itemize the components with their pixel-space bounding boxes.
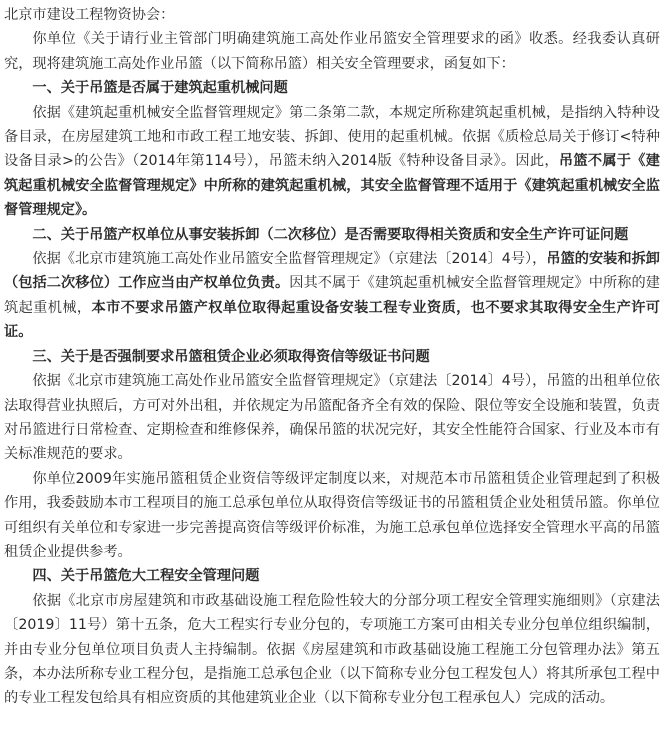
section-3-paragraph-2: 你单位2009年实施吊篮租赁企业资信等级评定制度以来，对规范本市吊篮租赁企业管理起到了积极作用，我委鼓励本市工程项目的施工总承包单位从取得资信等级证书的吊篮租赁企业处租赁吊篮。你单位可组织有关单位和专家进一步完善提高资信等级评价标准，为施工总承包单位选择安全管理水平高的吊篮租赁企业提供参考。 [4,470,660,560]
section-1-heading: 一、关于吊篮是否属于建筑起重机械问题 [32,80,288,97]
section-1-paragraph [4,101,660,223]
section-4-heading: 四、关于吊篮危大工程安全管理问题 [32,568,260,585]
section-2-text-a: 依据《北京市建筑施工高处作业吊篮安全监督管理规定》（京建法〔2014〕4号）， [32,251,547,268]
section-1-text: 依据《建筑起重机械安全监督管理规定》第二条第二款，本规定所称建筑起重机械，是指纳入特种设备目录，在房屋建筑工地和市政工程工地安装、拆卸、使用的起重机械。依据《质检总局关于修订<特种设备目录>的公告》（2014年第114号），吊篮未纳入2014版《特种设备目录》。因此， [4,104,660,170]
section-1-bold-conclusion: 吊篮不属于《建筑起重机械安全监督管理规定》中所称的建筑起重机械，其安全监督管理不适用于《建筑起重机械安全监督管理规定》。 [4,153,660,219]
section-4-paragraph: 依据《北京市房屋建筑和市政基础设施工程危险性较大的分部分项工程安全管理实施细则》（京建法〔2019〕11号）第十五条，危大工程实行专业分包的，专项施工方案可由相关专业分包单位组织编制，并由专业分包单位项目负责人主持编制。依据《房屋建筑和市政基础设施工程施工分包管理办法》第五条，本办法所称专业工程分包，是指施工总承包企业（以下简称专业分包工程发包人）将其所承包工程中的专业工程发包给具有相应资质的其他建筑业企业（以下简称专业分包工程承包人）完成的活动。 [4,592,660,707]
section-2-bold-a: 吊篮的安装和拆卸（包括二次移位）工作应当由产权单位负责。 [4,251,660,292]
section-2-heading: 二、关于吊篮产权单位从事安装拆卸（二次移位）是否需要取得相关资质和安全生产许可证问题 [32,226,629,243]
salutation: 北京市建设工程物资协会： [4,7,175,23]
intro-paragraph: 你单位《关于请行业主管部门明确建筑施工高处作业吊篮安全管理要求的函》收悉。经我委认真研究，现将建筑施工高处作业吊篮（以下简称吊篮）相关安全管理要求，函复如下： [4,31,660,72]
section-3-heading: 三、关于是否强制要求吊篮租赁企业必须取得资信等级证书问题 [32,348,430,365]
section-3-paragraph-1: 依据《北京市建筑施工高处作业吊篮安全监督管理规定》（京建法〔2014〕4号），吊篮的出租单位依法取得营业执照后，方可对外出租，并依规定为吊篮配备齐全有效的保险、限位等安全设施和装置，负责对吊篮进行日常检查、定期检查和维修保养，确保吊篮的状况完好，其安全性能符合国家、行业及本市有关标准规范的要求。 [4,373,660,463]
section-2-bold-b: 本市不要求吊篮产权单位取得起重设备安装工程专业资质，也不要求其取得安全生产许可证。 [4,299,660,341]
section-2-text-b: 因其不属于《建筑起重机械安全监督管理规定》中所称的建筑起重机械， [4,275,660,316]
section-2-paragraph [4,247,660,345]
